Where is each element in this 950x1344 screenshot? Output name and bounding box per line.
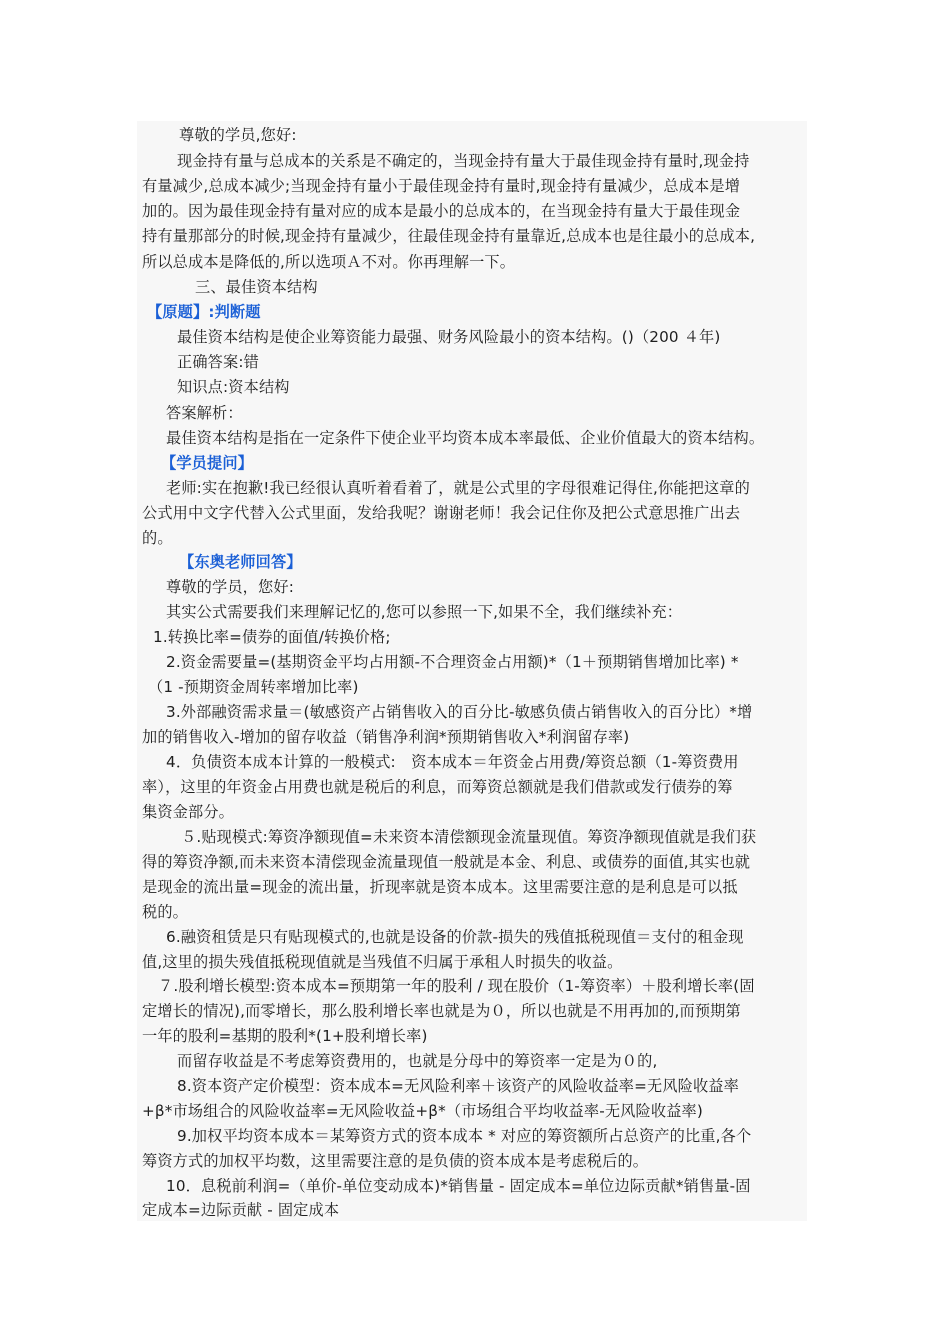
formula-line: 筹资方式的加权平均数，这里需要注意的是负债的资本成本是考虑税后的。 bbox=[142, 1152, 649, 1170]
correct-answer: 正确答案:错 bbox=[177, 353, 259, 371]
formula-line: 率），这里的年资金占用费也就是税后的利息，而筹资总额就是我们借款或发行债券的筹 bbox=[142, 778, 733, 796]
reply-paragraph-line: 持有量那部分的时候,现金持有量减少，往最佳现金持有量靠近,总成本也是往最小的总成本, bbox=[142, 227, 756, 245]
section-title: 三、最佳资本结构 bbox=[195, 278, 318, 296]
reply-greeting: 尊敬的学员,您好: bbox=[179, 126, 297, 144]
student-question-line: 老师:实在抱歉!我已经很认真听着看着了，就是公式里的字母很难记得住,你能把这章的 bbox=[166, 479, 750, 497]
document-body bbox=[137, 121, 807, 1221]
student-question-header: 【学员提问】 bbox=[161, 454, 254, 472]
formula-line: （1 -预期资金周转率增加比率) bbox=[148, 678, 359, 696]
question-header: 【原题】:判断题 bbox=[147, 303, 261, 321]
reply-paragraph-line: 加的。因为最佳现金持有量对应的成本是最小的总成本的，在当现金持有量大于最佳现金 bbox=[142, 202, 741, 220]
reply-paragraph-line: 有量减少,总成本减少;当现金持有量小于最佳现金持有量时,现金持有量减少，总成本是增 bbox=[142, 177, 741, 195]
formula-line: 是现金的流出量=现金的流出量，折现率就是资本成本。这里需要注意的是利息是可以抵 bbox=[142, 878, 738, 896]
formula-line: 4．负债资本成本计算的一般模式: 资本成本＝年资金占用费/筹资总额（1-筹资费用 bbox=[166, 753, 739, 771]
formula-line: ７.股利增长模型:资本成本=预期第一年的股利 / 现在股价（1-筹资率）＋股利增长率(固 bbox=[158, 977, 755, 995]
formula-line: 一年的股利=基期的股利*(1+股利增长率) bbox=[142, 1027, 428, 1045]
reply-paragraph-line: 所以总成本是降低的,所以选项Ａ不对。你再理解一下。 bbox=[142, 253, 516, 271]
knowledge-point: 知识点:资本结构 bbox=[177, 378, 290, 396]
formula-line: 集资金部分。 bbox=[142, 803, 235, 821]
teacher-answer-header: 【东奥老师回答】 bbox=[179, 553, 302, 571]
formula-line: 10．息税前利润=（单价-单位变动成本)*销售量 - 固定成本=单位边际贡献*销售量-固 bbox=[166, 1177, 751, 1195]
formula-line: 加的销售收入-增加的留存收益（销售净利润*预期销售收入*利润留存率) bbox=[142, 728, 630, 746]
formula-line: 定增长的情况),而零增长，那么股利增长率也就是为０，所以也就是不用再加的,而预期第 bbox=[142, 1002, 741, 1020]
formula-line: 税的。 bbox=[142, 903, 189, 921]
reply-paragraph-line: 现金持有量与总成本的关系是不确定的，当现金持有量大于最佳现金持有量时,现金持 bbox=[177, 152, 750, 170]
analysis-text: 最佳资本结构是指在一定条件下使企业平均资本成本率最低、企业价值最大的资本结构。 bbox=[166, 429, 765, 447]
formula-line: 8.资本资产定价模型：资本成本=无风险利率＋该资产的风险收益率=无风险收益率 bbox=[177, 1077, 740, 1095]
student-question-line: 的。 bbox=[142, 529, 173, 547]
teacher-intro: 其实公式需要我们来理解记忆的,您可以参照一下,如果不全，我们继续补充： bbox=[166, 603, 683, 621]
analysis-label: 答案解析： bbox=[166, 404, 243, 422]
formula-line: 定成本=边际贡献 - 固定成本 bbox=[142, 1201, 340, 1219]
formula-line: 1.转换比率=债券的面值/转换价格; bbox=[153, 628, 391, 646]
student-question-line: 公式用中文字代替入公式里面，发给我呢？谢谢老师！我会记住你及把公式意思推广出去 bbox=[142, 504, 741, 522]
formula-line: 9.加权平均资本成本＝某筹资方式的资本成本 * 对应的筹资额所占总资产的比重,各个 bbox=[177, 1127, 752, 1145]
teacher-greeting: 尊敬的学员，您好: bbox=[166, 578, 294, 596]
formula-line: +β*市场组合的风险收益率=无风险收益+β*（市场组合平均收益率-无风险收益率) bbox=[142, 1102, 703, 1120]
formula-line: ５.贴现模式:筹资净额现值=未来资本清偿额现金流量现值。筹资净额现值就是我们获 bbox=[181, 828, 757, 846]
formula-line: 得的筹资净额,而未来资本清偿现金流量现值一般就是本金、利息、或债券的面值,其实也就 bbox=[142, 853, 751, 871]
formula-line: 3.外部融资需求量＝(敏感资产占销售收入的百分比-敏感负债占销售收入的百分比）*增 bbox=[166, 703, 753, 721]
formula-line: 6.融资租赁是只有贴现模式的,也就是设备的价款-损失的残值抵税现值＝支付的租金现 bbox=[166, 928, 744, 946]
formula-line: 而留存收益是不考虑筹资费用的，也就是分母中的筹资率一定是为０的, bbox=[177, 1052, 658, 1070]
formula-line: 值,这里的损失残值抵税现值就是当残值不归属于承租人时损失的收益。 bbox=[142, 953, 623, 971]
formula-line: 2.资金需要量=(基期资金平均占用额-不合理资金占用额)*（1＋预期销售增加比率) * bbox=[166, 653, 739, 671]
question-text: 最佳资本结构是使企业筹资能力最强、财务风险最小的资本结构。()（200 ４年) bbox=[177, 328, 721, 346]
